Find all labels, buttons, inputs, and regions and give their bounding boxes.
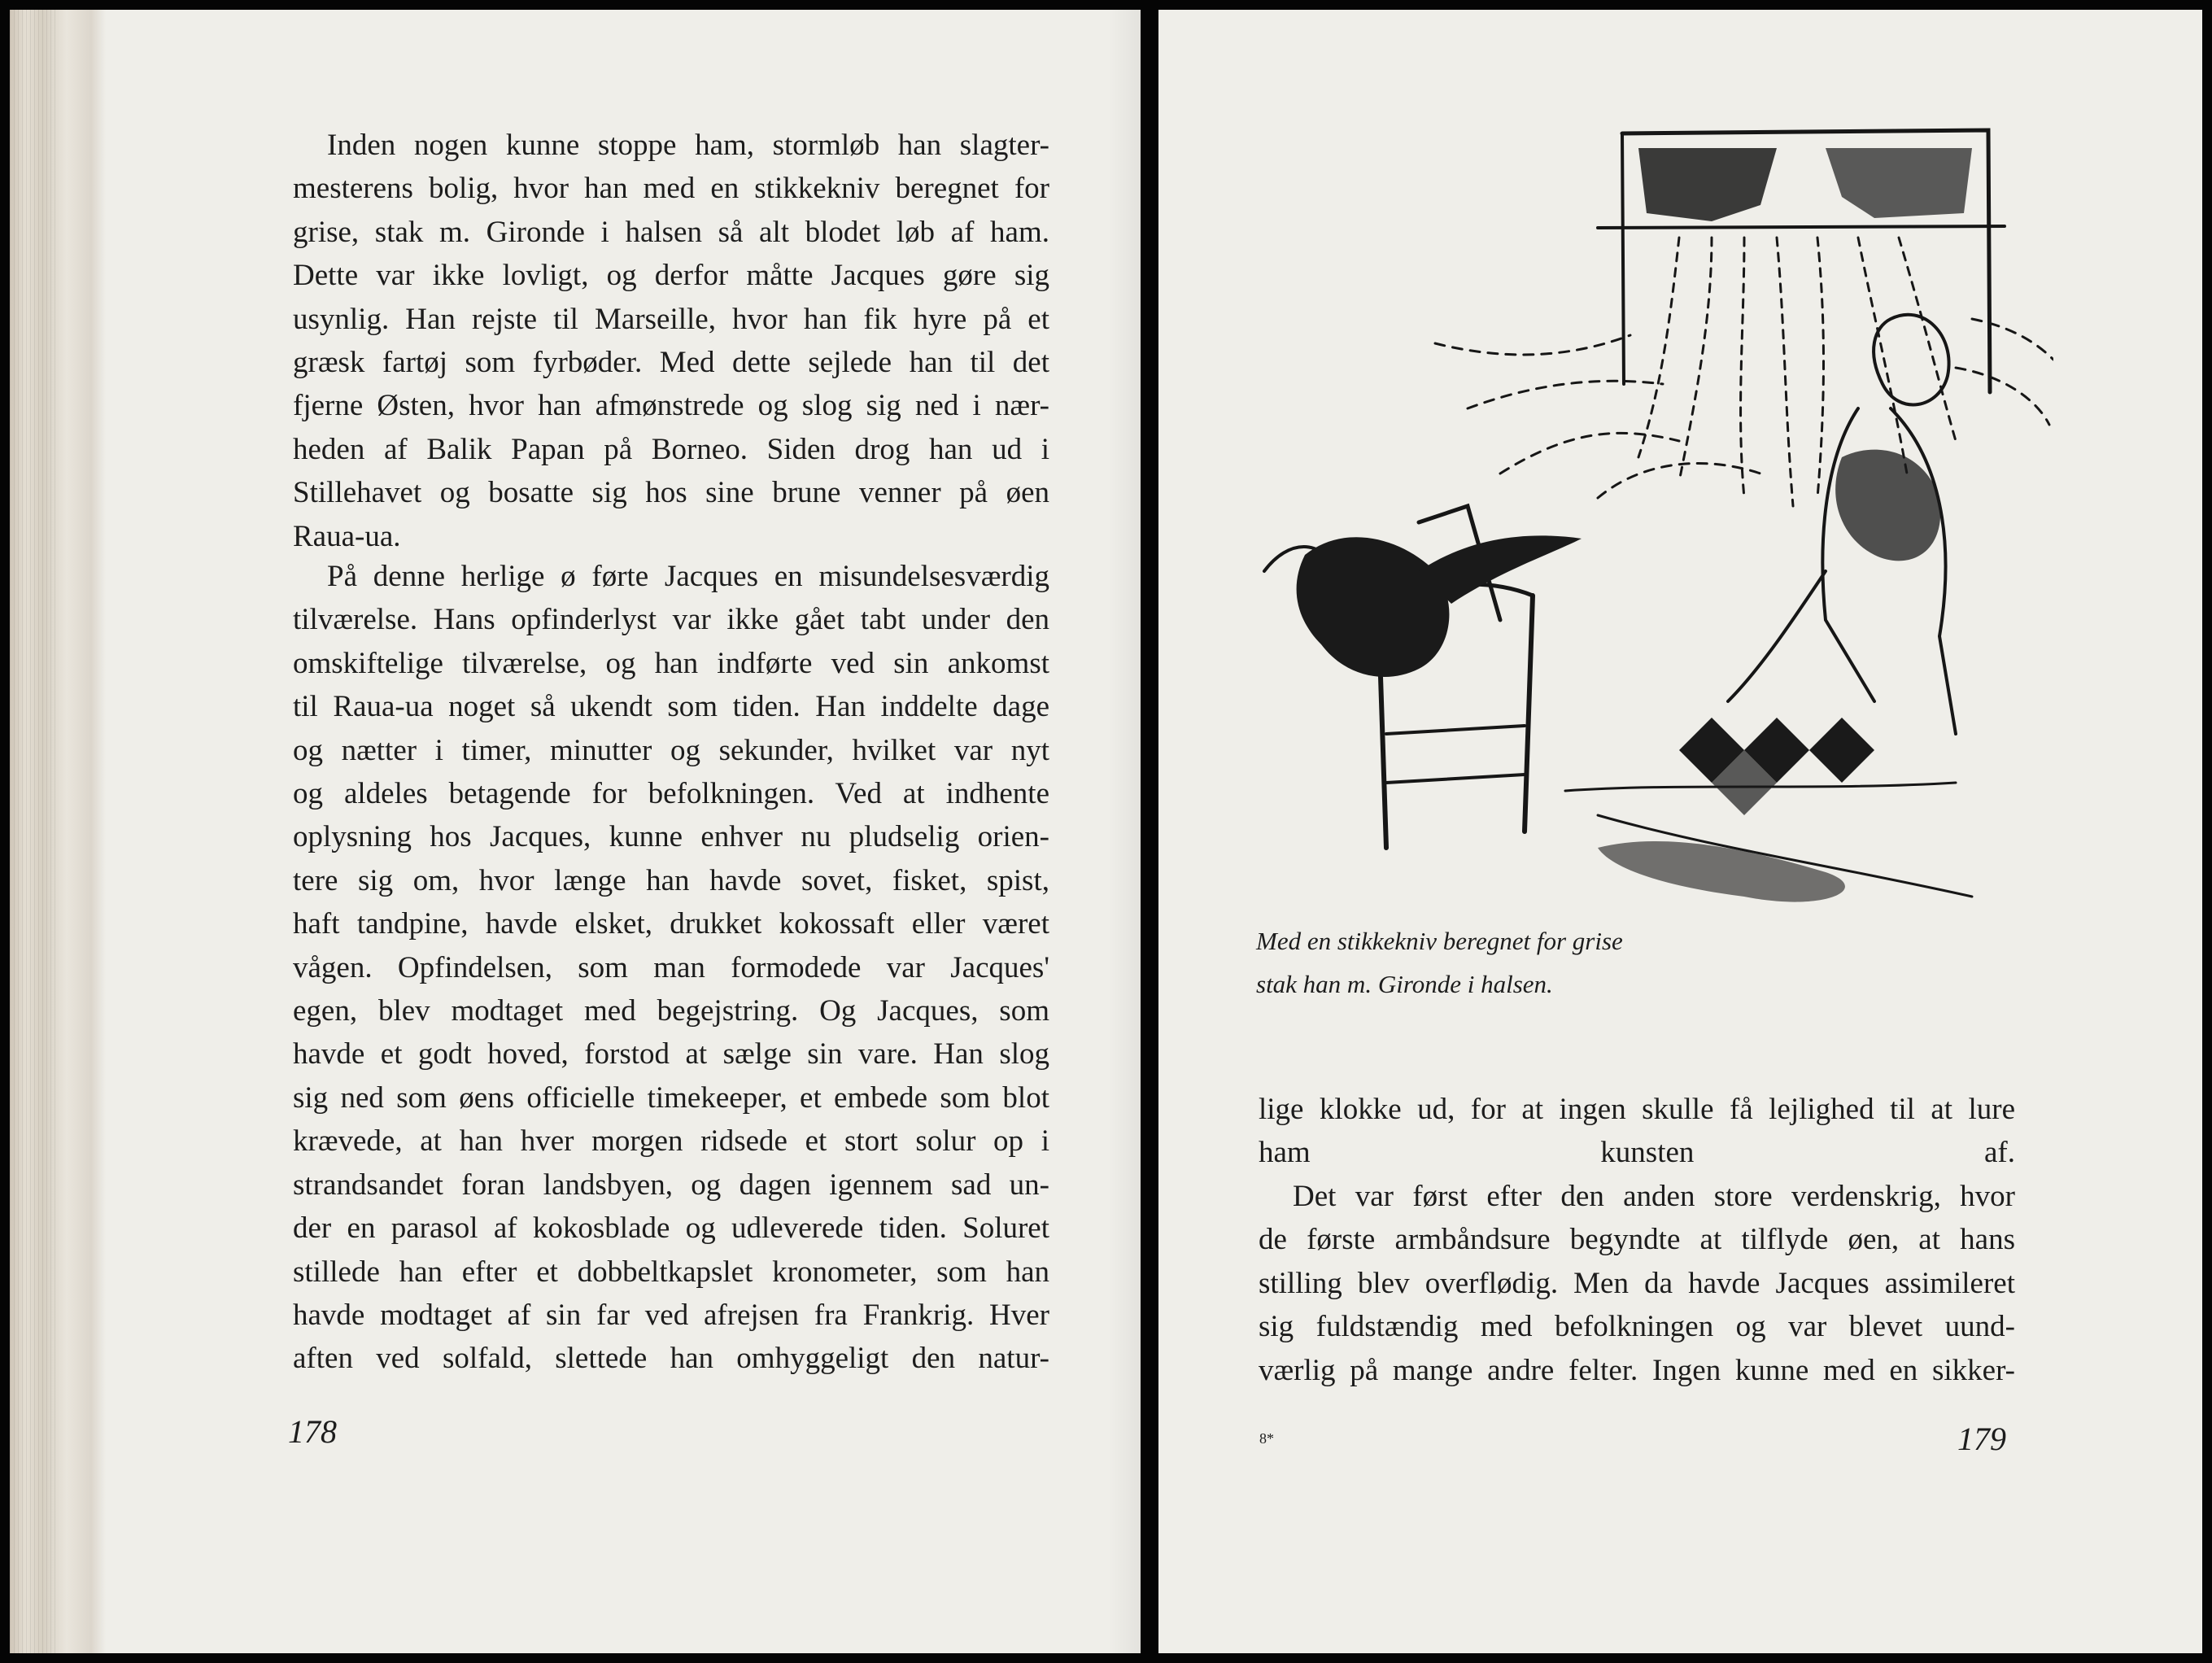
page-edge-stack <box>10 10 106 1653</box>
text-line: vågen. Opfindelsen, som man formodede var Jacques' <box>293 950 1049 984</box>
left-paragraph-2 <box>293 555 1049 1381</box>
text-line: strandsandet foran landsbyen, og dagen igennem sad un- <box>293 1168 1049 1202</box>
text-line: der en parasol af kokosblade og udleverede tiden. Soluret <box>293 1211 1049 1246</box>
right-paragraph-1 <box>1259 1088 2015 1175</box>
left-paragraph-1 <box>293 124 1049 558</box>
text-line: værlig på mange andre felter. Ingen kunne med en sikker- <box>1259 1353 2015 1387</box>
text-line: egen, blev modtaget med begejstring. Og Jacques, som <box>293 994 1049 1028</box>
text-line: Raua-ua. <box>293 519 401 553</box>
text-line: tilværelse. Hans opfinderlyst var ikke gået tabt under den <box>293 603 1049 637</box>
illustration-ink-drawing <box>1256 116 2053 921</box>
text-line: mesterens bolig, hvor han med en stikkekniv beregnet for <box>293 172 1049 206</box>
text-line: de første armbåndsure begyndte at tilflyde øen, at hans <box>1259 1223 2015 1257</box>
text-line: Det var først efter den anden store verdenskrig, hvor <box>1293 1180 2015 1213</box>
text-line: ham kunsten af. <box>1259 1136 2015 1170</box>
text-line: og aldeles betagende for befolkningen. Ved at indhente <box>293 777 1049 811</box>
right-paragraph-2 <box>1259 1175 2015 1392</box>
text-line: På denne herlige ø førte Jacques en misundelsesværdig <box>327 560 1049 593</box>
right-page <box>1158 10 2202 1653</box>
text-line: til Raua-ua noget så ukendt som tiden. Han inddelte dage <box>293 690 1049 724</box>
text-line: Inden nogen kunne stoppe ham, stormløb han slagter- <box>327 129 1049 162</box>
text-line: og nætter i timer, minutter og sekunder, hvilket var nyt <box>293 733 1049 767</box>
text-line: tere sig om, hvor længe han havde sovet, fisket, spist, <box>293 863 1049 897</box>
left-page <box>10 10 1141 1653</box>
text-line: sig fuldstændig med befolkningen og var blevet uund- <box>1259 1310 2015 1344</box>
text-line: sig ned som øens officielle timekeeper, et embede som blot <box>293 1080 1049 1115</box>
printer-signature-mark: 8* <box>1259 1430 1274 1447</box>
text-line: aften ved solfald, slettede han omhyggeligt den natur- <box>293 1342 1049 1376</box>
text-line: usynlig. Han rejste til Marseille, hvor han fik hyre på et <box>293 302 1049 336</box>
text-line: Stillehavet og bosatte sig hos sine brune venner på øen <box>293 476 1049 510</box>
text-line: haft tandpine, havde elsket, drukket kokossaft eller været <box>293 907 1049 941</box>
text-line: havde modtaget af sin far ved afrejsen fra Frankrig. Hver <box>293 1298 1049 1332</box>
text-line: lige klokke ud, for at ingen skulle få lejlighed til at lure <box>1259 1093 2015 1126</box>
text-line: grise, stak m. Gironde i halsen så alt blodet løb af ham. <box>293 215 1049 249</box>
text-line: heden af Balik Papan på Borneo. Siden drog han ud i <box>293 432 1049 466</box>
gutter-shadow <box>1108 10 1141 1653</box>
figure-caption-line: Med en stikkekniv beregnet for grise <box>1256 927 1623 955</box>
text-line: fjerne Østen, hvor han afmønstrede og slog sig ned i nær- <box>293 389 1049 423</box>
text-line: havde et godt hoved, forstod at sælge sin vare. Han slog <box>293 1037 1049 1072</box>
text-line: græsk fartøj som fyrbøder. Med dette sejlede han til det <box>293 346 1049 380</box>
figure-caption-line: stak han m. Gironde i halsen. <box>1256 970 1553 998</box>
text-line: stillede han efter et dobbeltkapslet kronometer, som han <box>293 1255 1049 1289</box>
text-line: stilling blev overflødig. Men da havde Jacques assimileret <box>1259 1266 2015 1300</box>
text-line: krævede, at han hver morgen ridsede et stort solur op i <box>293 1124 1049 1159</box>
text-line: omskiftelige tilværelse, og han indførte ved sin ankomst <box>293 646 1049 680</box>
text-line: oplysning hos Jacques, kunne enhver nu pludselig orien- <box>293 820 1049 854</box>
page-number: 178 <box>288 1413 337 1450</box>
text-line: Dette var ikke lovligt, og derfor måtte Jacques gøre sig <box>293 259 1049 293</box>
page-number: 179 <box>1957 1421 2006 1457</box>
